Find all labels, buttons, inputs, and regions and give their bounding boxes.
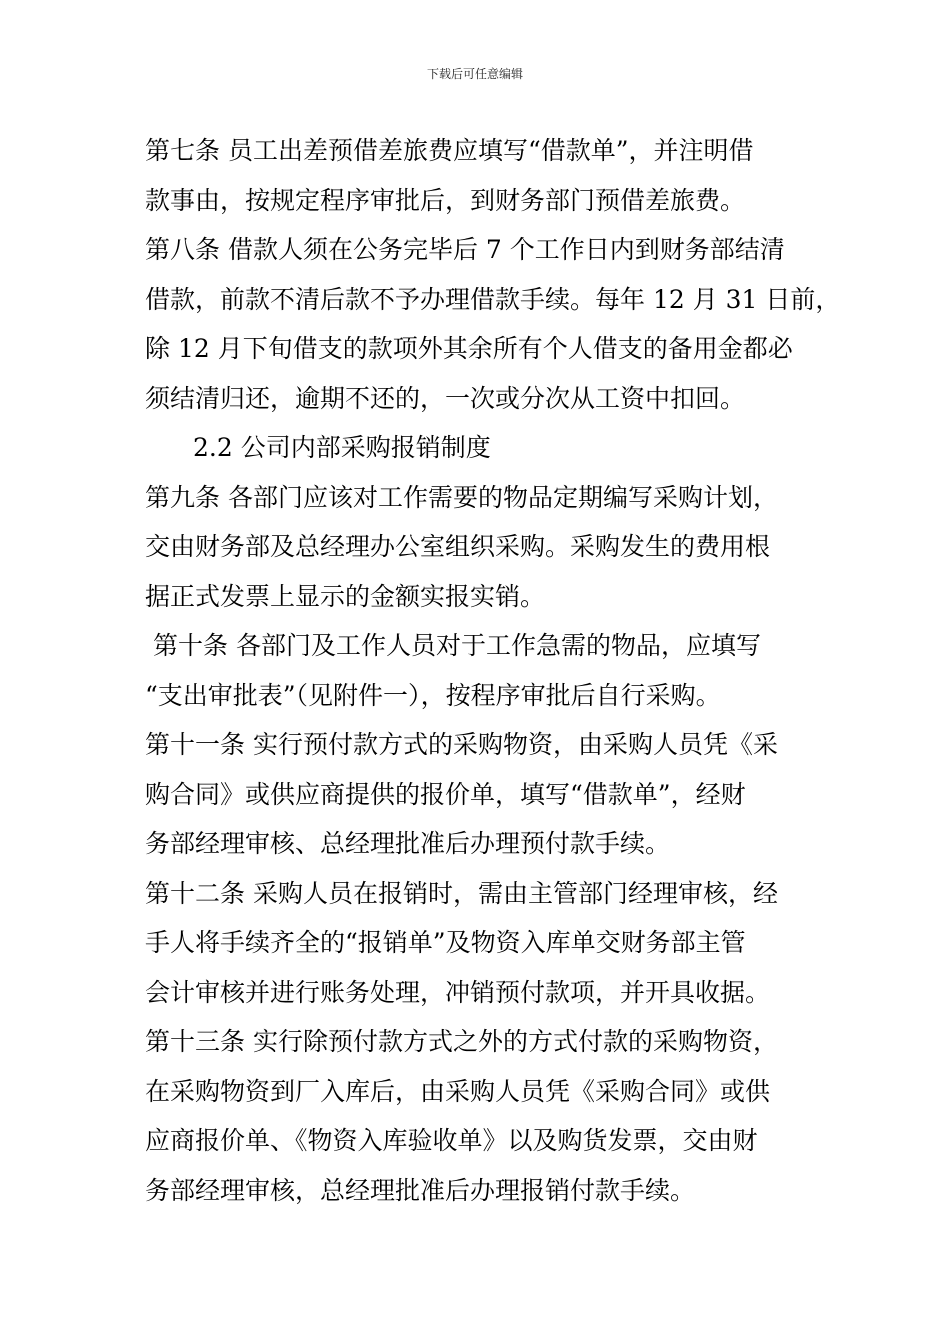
article-9-line-3: 据正式发票上显示的金额实报实销。 [145,581,546,611]
article-8-line-1: 第八条 借款人须在公务完毕后 7 个工作日内到财务部结清 [145,235,785,264]
section-heading: 2.2 公司内部采购报销制度 [193,433,491,462]
article-11-line-2: 购合同》或供应商提供的报价单，填写“借款单”，经财 [145,779,746,809]
document-body [145,126,841,1215]
article-8-line-3: 除 12 月下旬借支的款项外其余所有个人借支的备用金都必 [145,334,793,363]
article-11-line-1: 第十一条 实行预付款方式的采购物资，由采购人员凭《采 [145,730,778,759]
article-8-line-2: 借款，前款不清后款不予办理借款手续。每年 12 月 31 日前， [145,284,841,314]
article-12-line-3: 会计审核并进行账务处理，冲销预付款项，并开具收据。 [145,977,771,1007]
article-7-line-2: 款事由，按规定程序审批后，到财务部门预借差旅费。 [145,185,746,215]
article-13-line-2: 在采购物资到厂入库后，由采购人员凭《采购合同》或供 [145,1076,771,1106]
article-13-line-1: 第十三条 实行除预付款方式之外的方式付款的采购物资， [145,1027,778,1056]
article-8-line-4: 须结清归还，逾期不还的，一次或分次从工资中扣回。 [145,383,746,413]
article-10-line-1: 第十条 各部门及工作人员对于工作急需的物品，应填写 [153,631,761,660]
article-11-line-3: 务部经理审核、总经理批准后办理预付款手续。 [145,829,671,858]
article-9-line-2: 交由财务部及总经理办公室组织采购。采购发生的费用根 [145,532,771,561]
page-header: 下载后可任意编辑 [426,67,523,81]
article-9-line-1: 第九条 各部门应该对工作需要的物品定期编写采购计划， [145,482,778,512]
article-13-line-4: 务部经理审核，总经理批准后办理报销付款手续。 [145,1175,696,1205]
article-10-line-2: “支出审批表”（见附件一），按程序审批后自行采购。 [145,680,721,710]
article-13-line-3: 应商报价单、《物资入库验收单》以及购货发票，交由财 [145,1126,758,1155]
article-12-line-1: 第十二条 采购人员在报销时，需由主管部门经理审核，经 [145,878,778,908]
article-12-line-2: 手人将手续齐全的“报销单”及物资入库单交财务部主管 [145,928,746,957]
article-7-line-1: 第七条 员工出差预借差旅费应填写“借款单”，并注明借 [145,136,754,165]
